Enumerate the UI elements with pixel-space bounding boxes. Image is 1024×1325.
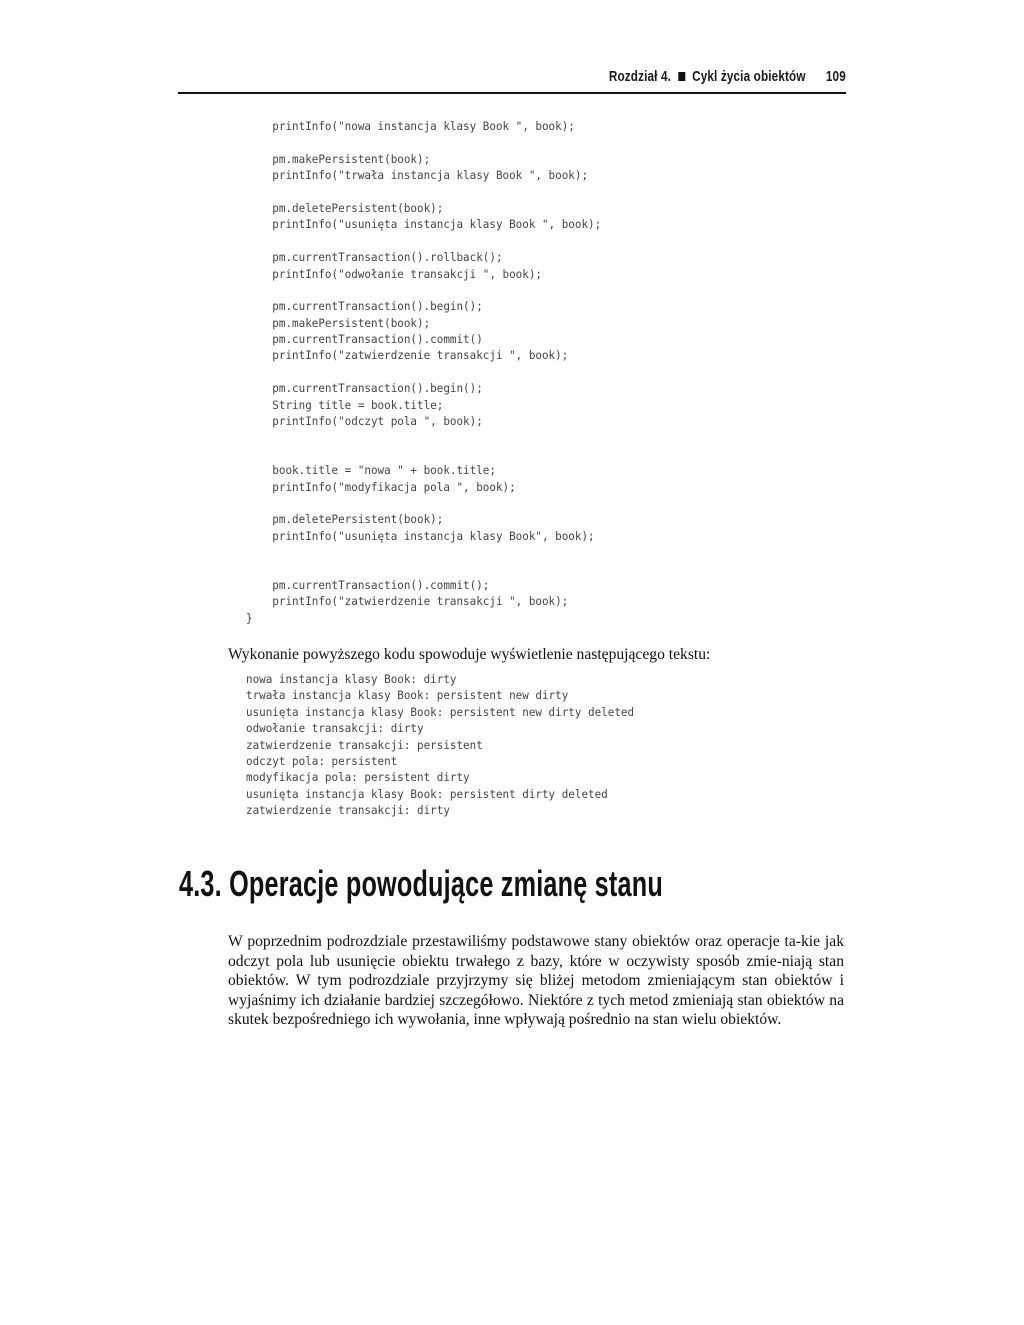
code-line xyxy=(246,495,601,511)
code-line: printInfo("zatwierdzenie transakcji ", book); xyxy=(246,594,569,609)
code-line: pm.currentTransaction().begin(); xyxy=(246,381,483,396)
code-line: odczyt pola: persistent xyxy=(246,753,398,768)
code-line: pm.makePersistent(book); xyxy=(246,151,431,166)
intro-paragraph: Wykonanie powyższego kodu spowoduje wyświetlenie następującego tekstu: xyxy=(228,646,711,663)
code-line xyxy=(246,134,601,150)
code-line: zatwierdzenie transakcji: persistent xyxy=(246,737,483,752)
code-line: zatwierdzenie transakcji: dirty xyxy=(246,803,450,818)
code-line: printInfo("odwołanie transakcji ", book); xyxy=(246,266,542,281)
code-line xyxy=(246,429,601,445)
code-line: pm.currentTransaction().rollback(); xyxy=(246,250,503,265)
code-line: usunięta instancja klasy Book: persistent new dirty deleted xyxy=(246,704,635,719)
code-line: printInfo("usunięta instancja klasy Book ", book); xyxy=(246,217,602,232)
code-line xyxy=(246,233,601,249)
code-line: pm.deletePersistent(book); xyxy=(246,200,444,215)
chapter-title: Cykl życia obiektów xyxy=(692,68,806,85)
running-header xyxy=(178,66,846,94)
code-line: nowa instancja klasy Book: dirty xyxy=(246,672,457,686)
code-line xyxy=(246,184,601,200)
section-paragraph: W poprzednim podrozdziale przestawiliśmy podstawowe stany obiektów oraz operacje ta-kie jak odczyt pola lub usunięcie obiektu trwałego z bazy, które w oczywisty sposób zmie-niają stan obiektów. W tym podrozdziale przyjrzymy się bliżej metodom zmieniającym stan obiektów i wyjaśnimy ich działanie bardziej szczegółowo. Niektóre z tych metod zmieniają stan obiektów na skutek bezpośredniego ich wywołania, inne wpływają pośrednio na stan wielu obiektów. xyxy=(228,933,844,1029)
code-line: pm.currentTransaction().commit(); xyxy=(246,577,490,592)
code-line xyxy=(246,544,601,560)
code-line: printInfo("zatwierdzenie transakcji ", book); xyxy=(246,348,569,363)
code-line: usunięta instancja klasy Book: persistent dirty deleted xyxy=(246,786,608,801)
code-line: } xyxy=(246,610,253,625)
code-line: modyfikacja pola: persistent dirty xyxy=(246,770,470,785)
code-line xyxy=(246,446,601,462)
section-heading: 4.3. Operacje powodujące zmianę stanu xyxy=(179,863,663,904)
code-line: printInfo("odczyt pola ", book); xyxy=(246,414,483,429)
code-line: printInfo("modyfikacja pola ", book); xyxy=(246,479,516,494)
code-line xyxy=(246,561,601,577)
code-line: pm.currentTransaction().begin(); xyxy=(246,299,483,314)
code-line: trwała instancja klasy Book: persistent new dirty xyxy=(246,688,569,703)
output-listing xyxy=(246,671,634,819)
code-line: pm.currentTransaction().commit() xyxy=(246,332,483,347)
code-listing xyxy=(246,118,601,626)
running-header-text xyxy=(609,68,846,85)
square-bullet-icon xyxy=(678,72,685,81)
page-number: 109 xyxy=(826,68,846,85)
code-line xyxy=(246,282,601,298)
code-line xyxy=(246,364,601,380)
code-line: pm.deletePersistent(book); xyxy=(246,512,444,527)
code-line: book.title = "nowa " + book.title; xyxy=(246,463,496,478)
code-line: odwołanie transakcji: dirty xyxy=(246,721,424,736)
chapter-label: Rozdział 4. xyxy=(608,68,672,85)
code-line: pm.makePersistent(book); xyxy=(246,315,431,330)
code-line: printInfo("trwała instancja klasy Book ", book); xyxy=(246,168,589,183)
code-line: printInfo("nowa instancja klasy Book ", book); xyxy=(246,119,575,133)
code-line: String title = book.title; xyxy=(246,397,444,412)
code-line: printInfo("usunięta instancja klasy Book", book); xyxy=(246,528,595,543)
